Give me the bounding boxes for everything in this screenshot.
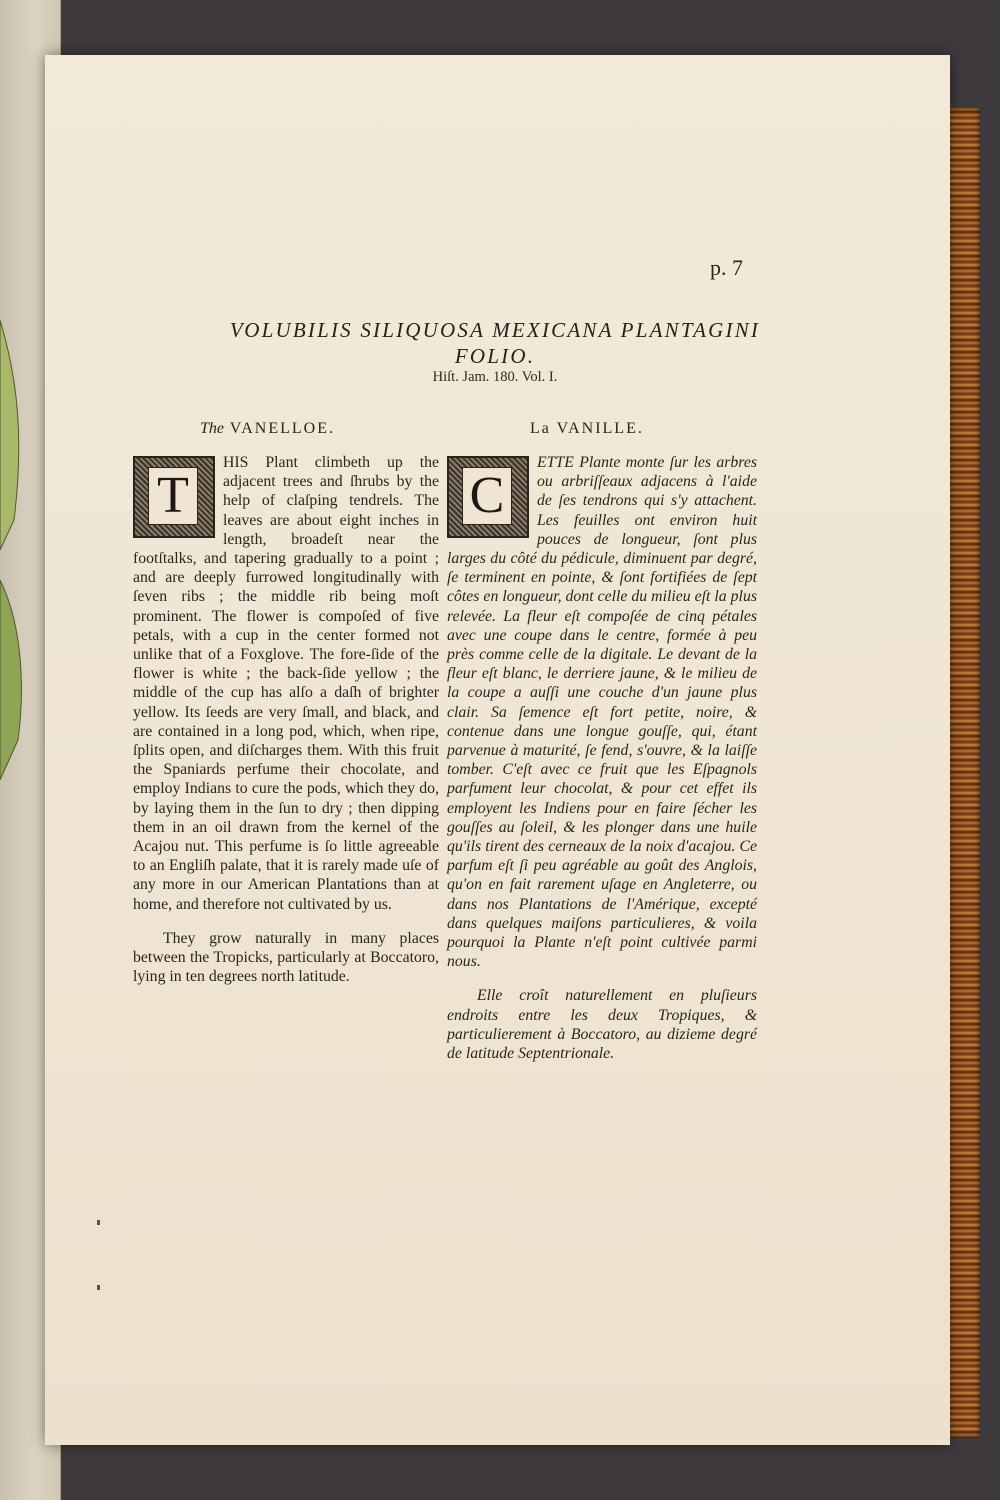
margin-mark: [97, 1285, 100, 1290]
english-column: [133, 453, 439, 986]
plant-illustration-edge: [0, 320, 28, 780]
page-title: [100, 317, 890, 369]
ornamental-dropcap-c: [447, 456, 529, 538]
french-paragraph-2: Elle croît naturellement en pluſieurs endroits entre les deux Tropiques, & particulierement à Boccatoro, au dizieme degré de latitude Septentrionale.: [447, 987, 757, 1063]
dropcap-letter: C: [462, 467, 512, 525]
ornamental-dropcap-t: [133, 456, 215, 538]
english-heading: [200, 420, 335, 438]
english-heading-text: VANELLOE.: [229, 420, 335, 437]
page-number: p. 7: [710, 255, 743, 280]
french-heading: La VANILLE.: [530, 420, 644, 437]
gilt-book-edge: [948, 108, 980, 1438]
title-line-2: FOLIO.: [454, 344, 536, 368]
title-line-1: VOLUBILIS SILIQUOSA MEXICANA PLANTAGINI: [229, 318, 761, 342]
document-page: [45, 55, 950, 1445]
bibliographic-reference: Hiſt. Jam. 180. Vol. I.: [432, 369, 558, 385]
english-paragraph-1: HIS Plant climbeth up the adjacent trees and ſhrubs by the help of claſping tendrels. The leaves are about eight inches in length, broadeſt near the footſtalks, and tapering gradually to a point ; and are deeply furrowed longitudinally with ſeven ribs ; the middle rib being moſt prominent. The flower is compoſed of five petals, with a cup in the center formed not unlike that of a Foxglove. The fore-ſide of the flower is white ; the back-ſide yellow ; the middle of the cup has alſo a daſh of brighter yellow. Its ſeeds are very ſmall, and black, and are contained in a long pod, which, when ripe, ſplits open, and diſcharges them. With this fruit the Spaniards perfume their chocolate, and employ Indians to cure the pods, which they do, by laying them in the ſun to dry ; then dipping them in an oil drawn from the kernel of the Acajou nut. This perfume is ſo little agreeable to an Engliſh palate, that it is rarely made uſe of any more in our American Plantations than at home, and therefore not cultivated by us.: [133, 454, 439, 913]
french-column: [447, 453, 757, 1063]
english-paragraph-2: They grow naturally in many places between the Tropicks, particularly at Boccatoro, lying in ten degrees north latitude.: [133, 929, 439, 986]
margin-mark: [97, 1220, 100, 1225]
french-paragraph-1: ETTE Plante monte ſur les arbres ou arbriſſeaux adjacens à l'aide de ſes tendrons qui s'y attachent. Les feuilles ont environ huit pouces de longueur, ſont plus larges du côté du pédicule, diminuent par degré, ſe terminent en pointe, & ſont fortifiées de ſept côtes en longueur, dont celle du milieu eſt la plus relevée. La fleur eſt compoſée de cinq pétales avec une coupe dans le centre, formée à peu près comme celle de la digitale. Le devant de la fleur eſt blanc, le derriere jaune, & le milieu de la coupe a auſſi une couche d'un jaune plus clair. Sa ſemence eſt fort petite, noire, & contenue dans une longue gouſſe, qui, étant parvenue à maturité, ſe fend, s'ouvre, & la laiſſe tomber. C'eſt avec ce fruit que les Eſpagnols parfument leur chocolat, & pour cet effet ils employent les Indiens pour en faire ſécher les gouſſes au ſoleil, & les plonger dans une huile qu'ils tirent des cerneaux de la noix d'acajou. Ce parfum eſt ſi peu agréable au goût des Anglois, qu'on en fait rarement uſage en Angleterre, ou dans nos Plantations de l'Amérique, excepté dans quelques maiſons particulieres, & voila pourquoi la Plante n'eſt point cultivée parmi nous.: [447, 454, 757, 971]
dropcap-letter: T: [148, 467, 198, 525]
english-heading-prefix: The: [200, 420, 224, 437]
